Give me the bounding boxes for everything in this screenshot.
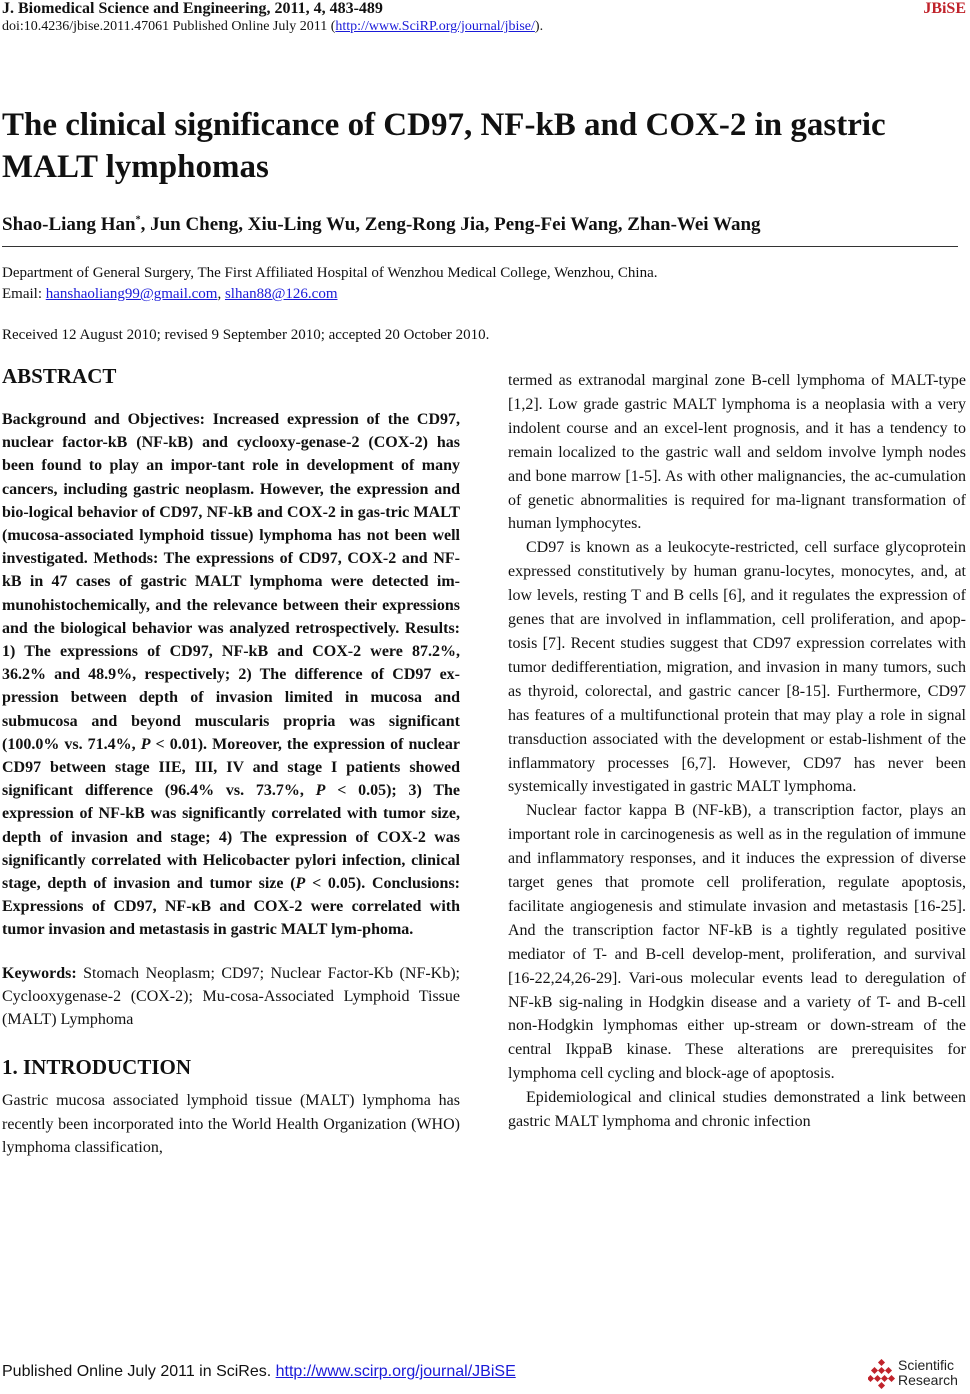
keywords (2, 962, 460, 1031)
journal-abbreviation: JBiSE (923, 0, 966, 17)
p-value-symbol: P (140, 735, 151, 753)
keywords-label: Keywords: (2, 964, 77, 982)
publisher-logo (868, 1356, 968, 1392)
abstract-part: < 0.05); 3) The expression of NF-kB was significantly correlated with tumor size, depth of invasion and stage; 4) The expression of COX-2 was significantly correlated with Helicobacter pylori infection, clinical stage, depth of invasion and tumor size ( (2, 782, 461, 893)
received-dates: Received 12 August 2010; revised 9 September 2010; accepted 20 October 2010. (2, 327, 490, 343)
email-link-2[interactable]: slhan88@126.com (224, 286, 338, 302)
footer-link[interactable]: http://www.scirp.org/journal/JBiSE (275, 1363, 516, 1380)
abstract-part: Background and Objectives: Increased expression of the CD97, nuclear factor-kB (NF-kB) and cyclooxy-genase-2 (COX-2) has been found to play an impor-tant role in development of many cancers, including gastric neoplasm. However, the expression and bio-logical behavior of CD97, NF-kB and COX-2 in gas-tric MALT (mucosa-associated lymphoid tissue) lymphoma has not been well investigated. Methods: The expressions of CD97, COX-2 and NF-kB in 47 cases of gastric MALT lymphoma were detected im-munohistochemically, and the relevance between their expressions and the biological behavior was analyzed retrospectively. Results: 1) The expressions of CD97, NF-kB and COX-2 were 87.2%, 36.2% and 48.9%, respectively; 2) The difference of CD97 ex-pression between depth of invasion limited in mucosa and submucosa and beyond muscularis propria was significant (100.0% vs. 71.4%, (2, 411, 460, 753)
left-column (2, 364, 460, 1160)
intro-paragraph-1-end: termed as extranodal marginal zone B-cell lymphoma of MALT-type [1,2]. Low grade gastric MALT lymphoma is a neoplasia with a very indolent course and an excel-lent prognosis, and it has a tendency to remain localized to the gastric wall and seldom involve lymph nodes and bone marrow [1-5]. As with other malignancies, the ac-cumulation of genetic abnormalities is required for ma-lignant transformation of human lymphocytes. (508, 372, 966, 533)
affiliation: Department of General Surgery, The First Affiliated Hospital of Wenzhou Medical College, Wenzhou, China. (2, 265, 658, 281)
email-line (2, 286, 338, 303)
logo-line-2: Research (898, 1372, 958, 1388)
intro-paragraph-1-start: Gastric mucosa associated lymphoid tissue (MALT) lymphoma has recently been incorporated into the World Health Organization (WHO) lymphoma classification, (2, 1091, 460, 1157)
doi-suffix: ). (534, 19, 544, 34)
logo-line-1: Scientific (898, 1357, 955, 1373)
footer-text: Published Online July 2011 in SciRes. (2, 1363, 276, 1380)
first-author: Shao-Liang Han (2, 214, 136, 235)
email-separator: , (217, 286, 225, 302)
publisher-logo-icon (868, 1359, 896, 1389)
introduction-heading: 1. INTRODUCTION (2, 1054, 192, 1079)
intro-paragraph-3: Nuclear factor kappa B (NF-kB), a transcription factor, plays an important role in carcinogenesis as well as in the regulation of immune and inflammatory responses, and it induces the expression of diverse target genes that promote cell proliferation, regulate apoptosis, facilitate angiogenesis and stimulate invasion and metastasis [16-25]. And the transcription factor NF-kB is a tightly regulated positive mediator of T- and B-cell develop-ment, proliferation, and survival [16-22,24,26-29]. Vari-ous molecular events lead to deregulation of NF-kB sig-naling in Hodgkin disease and a variety of T- and B-cell non-Hodgkin lymphomas either up-stream or down-stream of the central IkppaB kinase. These alterations are prerequisites for lymphoma cell cycling and block-age of apoptosis. (508, 802, 966, 1083)
p-value-symbol: P (315, 782, 326, 800)
title-divider (2, 246, 958, 247)
corresponding-mark: * (135, 214, 141, 226)
abstract-part: < 0.05). Conclusions: Expressions of CD97, NF-κB and COX-2 were correlated with tumor invasion and metastasis in gastric MALT lym-phoma. (2, 875, 461, 939)
journal-link[interactable]: http://www.SciRP.org/journal/jbise/ (335, 19, 535, 34)
abstract-heading: ABSTRACT (2, 364, 117, 388)
abstract-part: < 0.01). Moreover, the expression of nuclear CD97 between stage IIE, III, IV and stage I patients showed significant difference (96.4% vs. 73.7%, (2, 735, 460, 800)
keywords-text: Stomach Neoplasm; CD97; Nuclear Factor-Kb (NF-Kb); Cyclooxygenase-2 (COX-2); Mu-cosa-Associated Lymphoid Tissue (MALT) Lymphoma (2, 964, 460, 1028)
doi-prefix: doi:10.4236/jbise.2011.47061 Published Online July 2011 ( (2, 19, 336, 34)
publisher-logo-text (898, 1358, 958, 1388)
author-list (2, 214, 761, 236)
email-link-1[interactable]: hanshaoliang99@gmail.com (45, 286, 218, 302)
email-label: Email: (2, 286, 46, 302)
paper-title: The clinical significance of CD97, NF-kB and COX-2 in gastric MALT lymphomas (2, 107, 886, 185)
p-value-symbol: P (295, 875, 306, 893)
doi-line (2, 19, 543, 35)
intro-paragraph-4: Epidemiological and clinical studies demonstrated a link between gastric MALT lymphoma and chronic infection (508, 1089, 966, 1131)
abstract-text (2, 408, 460, 942)
right-column (508, 369, 966, 1134)
intro-paragraph-2: CD97 is known as a leukocyte-restricted, cell surface glycoprotein expressed constitutively by human granu-locytes, monocytes, and, at low levels, resting T and B cells [6], and it regulates the expression of genes that are involved in inflammation, cell proliferation, and apop-tosis [7]. Recent studies suggest that CD97 expression correlates with tumor dedifferentiation, migration, and invasion in many tumors, such as thyroid, colorectal, and gastric cancer [8-15]. Furthermore, CD97 has features of a multifunctional protein that may play a role in signal transduction associated with the development or estab-lishment of the inflammatory processes [6,7]. However, CD97 has never been systemically investigated in gastric MALT lymphoma. (508, 539, 966, 796)
other-authors: , Jun Cheng, Xiu-Ling Wu, Zeng-Rong Jia, Peng-Fei Wang, Zhan-Wei Wang (140, 214, 761, 235)
footer-publication (2, 1363, 516, 1381)
journal-header: J. Biomedical Science and Engineering, 2011, 4, 483-489 (2, 0, 383, 17)
